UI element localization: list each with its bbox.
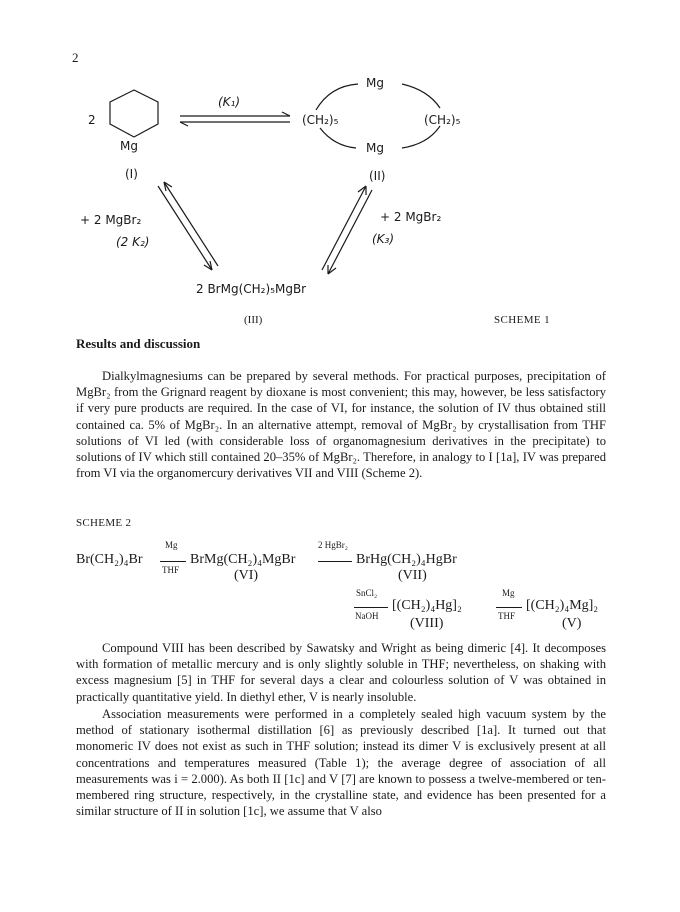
compound-VI-formula: BrMg(CH₂)₄MgBr [190, 552, 296, 567]
compound-II-label: (II) [369, 169, 386, 183]
arrow2-top: 2 HgBr₂ [318, 540, 348, 550]
arrow3-top: SnCl₂ [356, 588, 378, 598]
paragraph-1: Dialkylmagnesiums can be prepared by several methods. For practical purposes, precipitation of MgBr₂ from the Grignard reagent by dioxane is most convenient; this may, however, be less satisfactory if very pure products are required. In the case of VI, for instance, the solution of IV thus obtained still contained ca. 5% of MgBr₂. In an alternative attempt, removal of MgBr₂ by crystallisation from THF solutions of VI led (with considerable loss of organomagnesium derivatives in the precipitate) to solutions of IV which still contained 20–35% of MgBr₂. Therefore, in analogy to I [1a], IV was prepared from VI via the organomercury derivatives VII and VIII (Scheme 2). [76, 369, 606, 481]
arrow-4 [496, 607, 522, 608]
k3-arrow-up [322, 186, 366, 270]
k3-arrow-down [328, 190, 372, 274]
ring-mg-label: Mg [120, 139, 138, 153]
dimer-arc-top-left [316, 84, 358, 110]
dimer-mg-top: Mg [366, 76, 384, 90]
arrow-2 [318, 561, 352, 562]
arrow3-bottom: NaOH [355, 611, 379, 621]
ring-I [110, 90, 158, 137]
scheme-2-title: SCHEME 2 [76, 517, 132, 529]
dimer-ch2-left: (CH₂)₅ [302, 113, 339, 127]
dimer-arc-bottom-right [402, 126, 440, 148]
arrow4-bottom: THF [498, 611, 516, 621]
arrow4-top: Mg [502, 588, 515, 598]
compound-VII-label: (VII) [398, 568, 427, 583]
dimer-arc-top-right [402, 84, 440, 108]
compound-VII-formula: BrHg(CH₂)₄HgBr [356, 552, 457, 567]
arrow1-bottom: THF [162, 565, 180, 575]
scheme-1-caption: SCHEME 1 [494, 314, 551, 326]
k2-arrow-down [158, 186, 212, 270]
arrow-3 [354, 607, 388, 608]
compound-III-formula: 2 BrMg(CH₂)₅MgBr [196, 282, 307, 296]
start-formula: Br(CH₂)₄Br [76, 552, 143, 567]
scheme-1-drawing [0, 0, 680, 330]
arrow1-top: Mg [165, 540, 178, 550]
compound-V-formula: [(CH₂)₄Mg]₂ [526, 598, 599, 613]
k2-label: (2 K₂) [116, 235, 150, 249]
k3-label: (K₃) [372, 232, 395, 246]
right-reagent: + 2 MgBr₂ [380, 210, 442, 224]
section-heading: Results and discussion [76, 336, 201, 351]
k1-label: (K₁) [218, 95, 241, 109]
compound-VIII-formula: [(CH₂)₄Hg]₂ [392, 598, 462, 613]
compound-III-label: (III) [244, 314, 263, 326]
compound-VIII-label: (VIII) [410, 616, 444, 631]
paragraph-3: Association measurements were performed in a completely sealed high vacuum system by the method of stationary isothermal distillation [6] as previously described [1a]. It turned out that monomeric IV does not exist as such in THF solution; instead its dimer V is exclusively present at all concentrations and temperatures measured (Table 1); the average degree of association of all measurements was i = 2.000). As both II [1c] and V [7] are known to possess a twelve-membered or ten-membered ring structure, respectively, in the crystalline state, and evidence has been presented for a similar structure of II in solution [1c], we assume that V also [76, 707, 606, 819]
compound-I-label: (I) [125, 167, 138, 181]
k2-arrow-up [164, 182, 218, 266]
page-number: 2 [72, 50, 79, 65]
compound-V-label: (V) [562, 616, 582, 631]
paragraph-2: Compound VIII has been described by Sawatsky and Wright as being dimeric [4]. It decomposes with formation of metallic mercury and is only slightly soluble in THF; nevertheless, on shaking with excess magnesium [5] in THF for several days a clear and colourless solution of V was obtained in practically quantitative yield. In diethyl ether, V is nearly insoluble. [76, 641, 606, 704]
left-reagent: + 2 MgBr₂ [80, 213, 142, 227]
compound-VI-label: (VI) [234, 568, 259, 583]
coefficient-2: 2 [88, 113, 96, 127]
dimer-ch2-right: (CH₂)₅ [424, 113, 461, 127]
dimer-arc-bottom-left [320, 128, 356, 148]
arrow-1 [160, 561, 186, 562]
dimer-mg-bottom: Mg [366, 141, 384, 155]
